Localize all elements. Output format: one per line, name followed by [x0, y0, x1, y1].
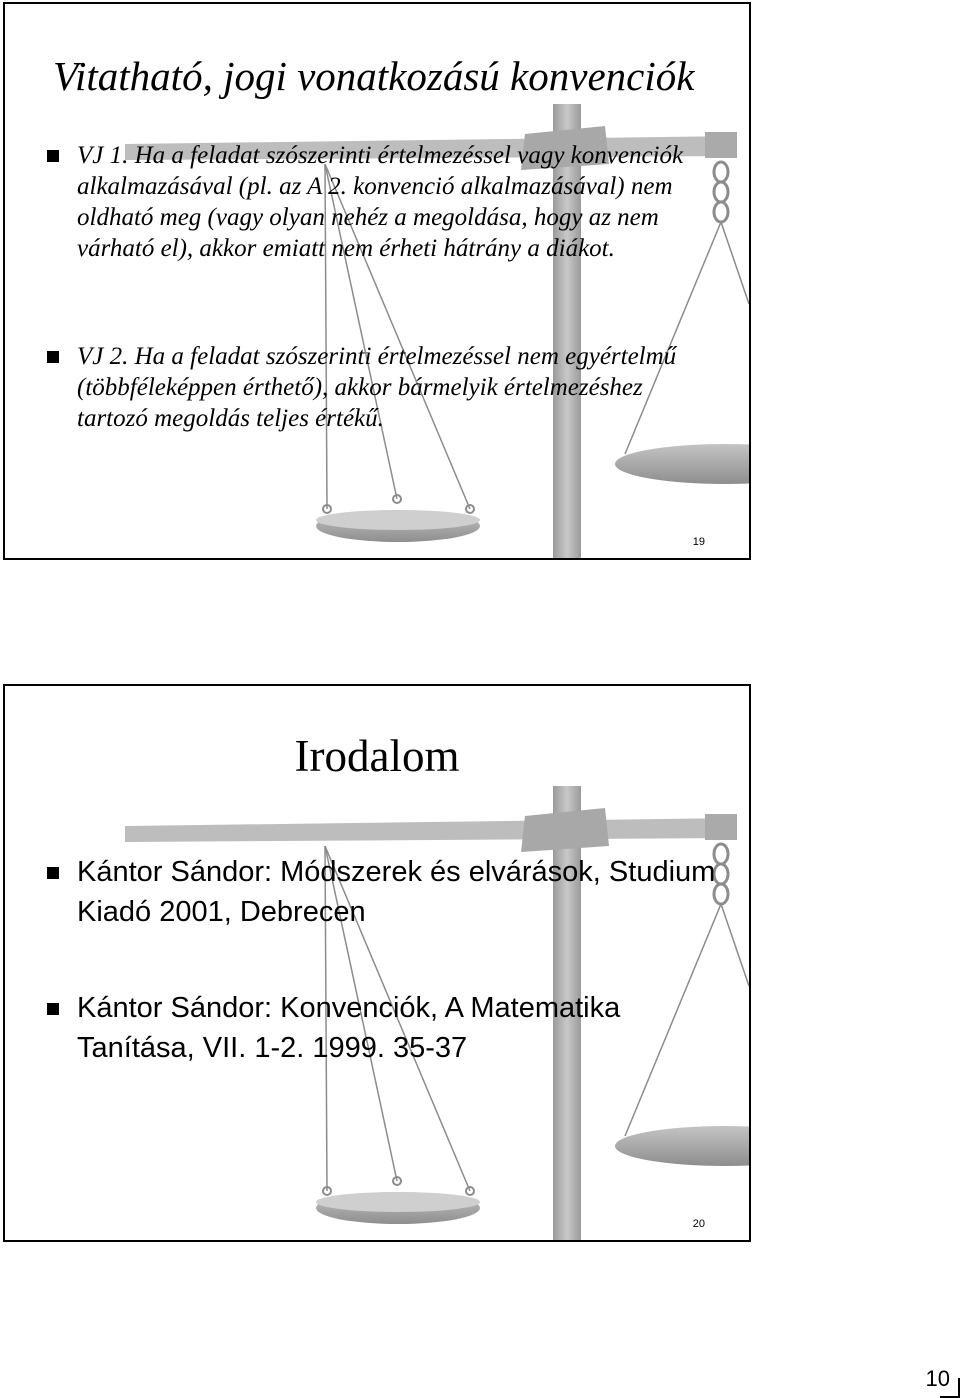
square-bullet-icon [47, 1003, 59, 1015]
bullet-text: Kántor Sándor: Konvenciók, A Matematika Tanítása, VII. 1-2. 1999. 35-37 [77, 992, 621, 1064]
slide-number: 19 [692, 536, 705, 548]
slide-20 [3, 684, 751, 1242]
slide-title: Irodalom [294, 731, 460, 781]
bullet-item [77, 852, 717, 932]
slide-19 [3, 2, 751, 560]
bullet-item [77, 341, 717, 434]
square-bullet-icon [47, 351, 59, 363]
bullet-text: Kántor Sándor: Módszerek és elvárások, Studium Kiadó 2001, Debrecen [77, 856, 716, 928]
bullet-item [77, 988, 717, 1068]
square-bullet-icon [47, 867, 59, 879]
slide-title: Vitatható, jogi vonatkozású konvenciók [53, 53, 695, 99]
bullet-text: VJ 2. Ha a feladat szószerinti értelmezéssel nem egyértelmű (többféleképpen érthető), akkor bármelyik értelmezéshez tartozó megoldás teljes értékű. [77, 343, 677, 432]
slide-number: 20 [692, 1218, 705, 1230]
bullet-text: VJ 1. Ha a feladat szószerinti értelmezéssel vagy konvenciók alkalmazásával (pl. az A 2. konvenció alkalmazásával) nem oldható meg (vagy olyan nehéz a megoldása, hogy az nem várható el), akkor emiatt nem érheti hátrány a diákot. [77, 142, 684, 262]
bullet-item [77, 140, 717, 264]
page-number: 10 [925, 1366, 950, 1391]
square-bullet-icon [47, 150, 59, 162]
